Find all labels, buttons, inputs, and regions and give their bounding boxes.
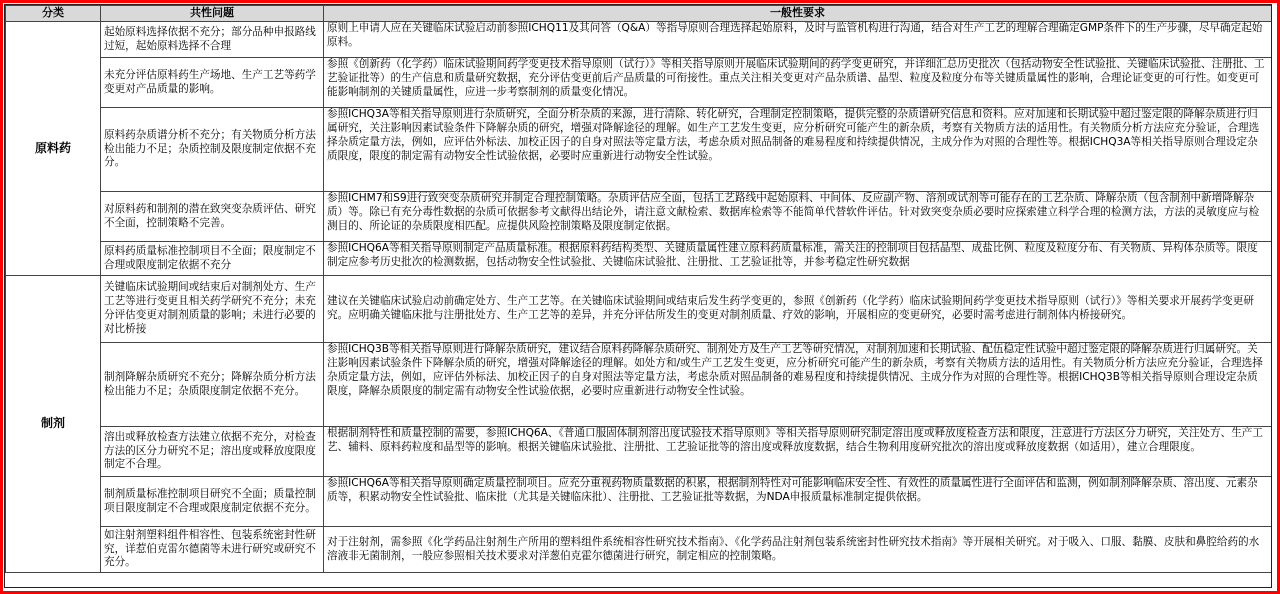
issue-cell: 起始原料选择依据不充分；部分品种申报路线过短，起始原料选择不合理 xyxy=(101,22,324,58)
requirement-cell: 参照ICHQ3B等相关指导原则进行降解杂质研究，建议结合原料药降解杂质研究、制剂处方及生产工艺等研究情况，对制剂加速和长期试验、配伍稳定性试验中超过鉴定限的降解杂质进行归属研究。关注影响因素试验条件下降解杂质的研究，增强对降解途径的理解。如处方和/或生产工艺发生变更，应分析研究可能产生的新杂质，考察有关物质方法的适用性。有关物质分析方法应充分验证，合理选择杂质定量方法，例如，应评估外标法、加校正因子的自身对照法等定量方法，考虑杂质对照品制备的难易程度和持续提供情况、主成分作为对照的合理性等。根据ICHQ3B等相关指导原则合理设定杂质限度，降解杂质限度的制定需有动物安全性试验依据，必要时应重新进行动物安全性试验。 xyxy=(324,343,1272,427)
requirement-cell: 参照ICHQ6A等相关指导原则确定质量控制项目。应充分重视药物质量数据的积累，根据制剂特性对可能影响临床安全性、有效性的质量属性进行全面评估和监测，例如制剂降解杂质、溶出度、元素杂质等，积累动物安全性试验批、临床批（尤其是关键临床批）、注册批、工艺验证批等数据，为NDA申报质量标准制定提供依据。 xyxy=(324,477,1272,527)
header-issue: 共性问题 xyxy=(101,6,324,22)
requirement-cell: 原则上申请人应在关键临床试验启动前参照ICHQ11及其问答（Q&A）等指导原则合理选择起始原料，及时与监管机构进行沟通，结合对生产工艺的理解合理确定GMP条件下的生产步骤，尽早确定起始原料。 xyxy=(324,22,1272,58)
table-row xyxy=(6,108,1272,192)
table-row xyxy=(6,276,1272,343)
requirement-cell: 建议在关键临床试验启动前确定处方、生产工艺等。在关键临床试验期间或结束后发生药学变更的，参照《创新药（化学药）临床试验期间药学变更技术指导原则（试行）》等相关要求开展药学变更研究。应明确关键临床批与注册批处方、生产工艺等的差异，并充分评估所发生的变更对制剂质量、疗效的影响，开展相应的变更研究，必要时需考虑进行制剂体内桥接研究。 xyxy=(324,276,1272,343)
table-row xyxy=(6,58,1272,108)
table-row xyxy=(6,477,1272,527)
requirement-cell: 参照《创新药（化学药）临床试验期间药学变更技术指导原则（试行）》等相关指导原则开展临床试验期间的药学变更研究，并详细汇总历史批次（包括动物安全性试验批、关键临床试验批、注册批、工艺验证批等）的生产信息和质量研究数据，充分评估变更前后产品质量的可衔接性。重点关注相关变更对产品杂质谱、晶型、粒度及粒度分布等关键质量属性的影响，合理论证变更的可行性。如变更可能影响制剂的关键质量属性，应进一步考察制剂的质量变化情况。 xyxy=(324,58,1272,108)
document-table-container xyxy=(4,4,1272,588)
issue-cell: 对原料药和制剂的潜在致突变杂质评估、研究不全面，控制策略不完善。 xyxy=(101,192,324,242)
table-row xyxy=(6,343,1272,427)
issue-cell: 溶出或释放检查方法建立依据不充分，对检查方法的区分力研究不足；溶出度或释放度限度制定不合理。 xyxy=(101,427,324,477)
issue-cell: 关键临床试验期间或结束后对制剂处方、生产工艺等进行变更且相关药学研究不充分；未充分评估变更对制剂质量的影响；未进行必要的对比桥接 xyxy=(101,276,324,343)
table-row xyxy=(6,22,1272,58)
table-row xyxy=(6,427,1272,477)
issue-cell: 制剂质量标准控制项目研究不全面；质量控制项目限度制定不合理或限度制定依据不充分。 xyxy=(101,477,324,527)
requirement-cell: 根据制剂特性和质量控制的需要，参照ICHQ6A、《普通口服固体制剂溶出度试验技术指导原则》等相关指导原则研究制定溶出度或释放度检查方法和限度，注意进行方法区分力研究，关注处方、生产工艺、辅料、原料药粒度和晶型等的影响。根据关键临床试验批、注册批、工艺验证批等的溶出度或释放度数据，结合生物利用度研究批次的溶出度或释放度数据（如适用），建立合理限度。 xyxy=(324,427,1272,477)
issue-cell: 未充分评估原料药生产场地、生产工艺等药学变更对产品质量的影响。 xyxy=(101,58,324,108)
table-row xyxy=(6,527,1272,573)
table-row xyxy=(6,242,1272,276)
requirement-cell: 参照ICHQ6A等相关指导原则制定产品质量标准。根据原料药结构类型、关键质量属性建立原料药质量标准，需关注的控制项目包括晶型、成盐比例、粒度及粒度分布、有关物质、异构体杂质等。限度制定应参考历史批次的检测数据，包括动物安全性试验批、关键临床试验批、注册批、工艺验证批等，并参考稳定性研究数据 xyxy=(324,242,1272,276)
table-row xyxy=(6,192,1272,242)
header-requirement: 一般性要求 xyxy=(324,6,1272,22)
requirement-cell: 对于注射剂，需参照《化学药品注射剂生产所用的塑料组件系统相容性研究技术指南》、《化学药品注射剂包装系统密封性研究技术指南》等开展相关研究。对于吸入、口服、黏膜、皮肤和鼻腔给药的水溶液非无菌制剂，一般应参照相关技术要求对洋葱伯克霍尔德菌进行研究，制定相应的控制策略。 xyxy=(324,527,1272,573)
requirement-cell: 参照ICHQ3A等相关指导原则进行杂质研究，全面分析杂质的来源，进行清除、转化研究，合理制定控制策略，提供完整的杂质谱研究信息和资料。应对加速和长期试验中超过鉴定限的降解杂质进行归属研究，关注影响因素试验条件下降解杂质的研究，增强对降解途径的理解。如生产工艺发生变更，应分析研究可能产生的新杂质，考察有关物质方法的适用性。有关物质分析方法应充分验证，合理选择杂质定量方法，例如，应评估外标法、加校正因子的自身对照法等定量方法，考虑杂质对照品制备的难易程度和持续提供情况，主成分作为对照的合理性等。根据ICHQ3A等相关指导原则合理设定杂质限度，限度的制定需有动物安全性试验依据，必要时应重新进行动物安全性试验。 xyxy=(324,108,1272,192)
issue-cell: 原料药杂质谱分析不充分；有关物质分析方法检出能力不足；杂质控制及限度制定依据不充分。 xyxy=(101,108,324,192)
category-cell: 原料药 xyxy=(6,22,101,276)
issue-cell: 如注射剂塑料组件相容性、包装系统密封性研究，详惹伯克雷尔德菌等未进行研究或研究不充分。 xyxy=(101,527,324,573)
issue-cell: 制剂降解杂质研究不充分；降解杂质分析方法检出能力不足；杂质限度制定依据不充分。 xyxy=(101,343,324,427)
table-header-row xyxy=(6,6,1272,22)
category-cell: 制剂 xyxy=(6,276,101,573)
requirement-cell: 参照ICHM7和S9进行致突变杂质研究并制定合理控制策略。杂质评估应全面，包括工艺路线中起始原料、中间体、反应副产物、溶剂或试剂等可能存在的工艺杂质、降解杂质（包含制剂中新增降解杂质）等。除已有充分毒性数据的杂质可依据参考文献得出结论外，请注意文献检索、数据库检索等不能简单代替软件评估。针对致突变杂质必要时应探索建立科学合理的检测方法，方法的灵敏度应与检测目的、所论证的杂质限度相匹配。应提供风险控制策略及限度制定依据。 xyxy=(324,192,1272,242)
issue-cell: 原料药质量标准控制项目不全面；限度制定不合理或限度制定依据不充分 xyxy=(101,242,324,276)
header-category: 分类 xyxy=(6,6,101,22)
requirements-table xyxy=(5,5,1272,573)
